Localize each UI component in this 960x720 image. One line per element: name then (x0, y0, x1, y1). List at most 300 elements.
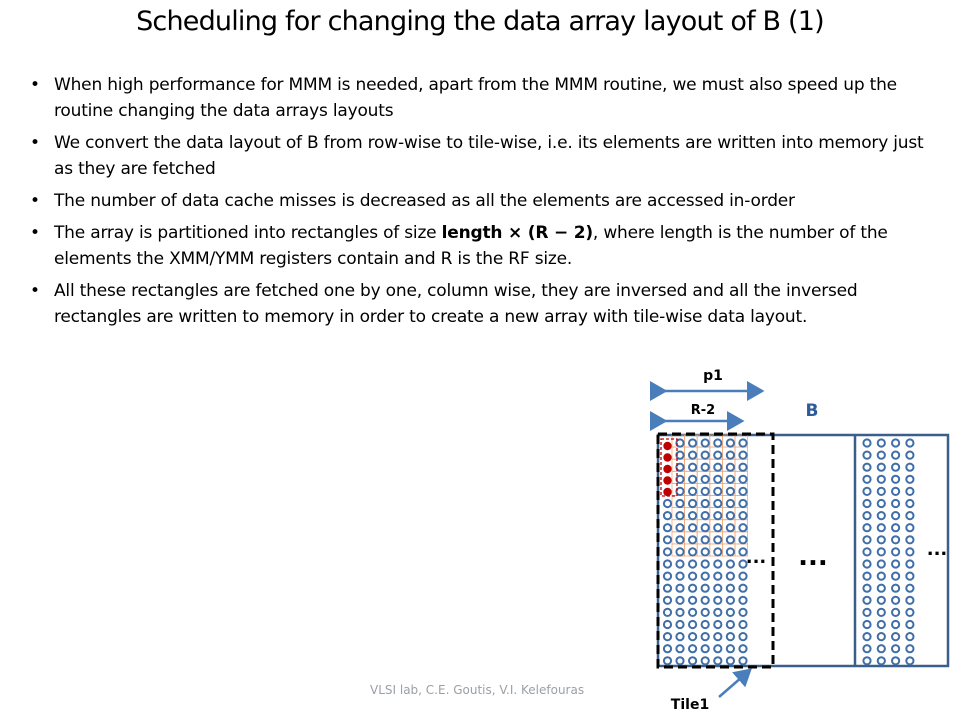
bullet-item (30, 220, 945, 272)
matrix-element (863, 476, 870, 483)
left-column-elements (664, 439, 747, 664)
matrix-element (714, 464, 721, 471)
matrix-element (878, 609, 885, 616)
matrix-element (892, 657, 899, 664)
matrix-element (906, 452, 913, 459)
matrix-element (664, 500, 671, 507)
matrix-element (878, 597, 885, 604)
matrix-element (676, 500, 683, 507)
matrix-element (863, 573, 870, 580)
matrix-element (878, 560, 885, 567)
tile-grid-cell (722, 544, 735, 556)
matrix-element (727, 439, 734, 446)
matrix-element (689, 500, 696, 507)
matrix-element (878, 645, 885, 652)
matrix-element (739, 500, 746, 507)
matrix-element (676, 548, 683, 555)
matrix-element (714, 657, 721, 664)
matrix-element (906, 560, 913, 567)
matrix-element (727, 500, 734, 507)
footer-credit: VLSI lab, C.E. Goutis, V.I. Kelefouras (370, 683, 585, 697)
matrix-element (739, 488, 746, 495)
tile-grid-cell (735, 496, 748, 508)
matrix-element (878, 657, 885, 664)
tile-grid-cell (685, 435, 698, 447)
matrix-element (702, 500, 709, 507)
matrix-element (739, 512, 746, 519)
matrix-element (906, 597, 913, 604)
matrix-element (664, 585, 671, 592)
tile-grid-cell (672, 520, 685, 532)
matrix-element (664, 524, 671, 531)
matrix-element (727, 657, 734, 664)
matrix-element (702, 657, 709, 664)
tile-grid-cell (710, 483, 723, 495)
tile-grid-cell (710, 471, 723, 483)
matrix-element (676, 464, 683, 471)
tile-grid-cell (685, 544, 698, 556)
matrix-element (714, 524, 721, 531)
tile-grid-cell (735, 471, 748, 483)
matrix-element (892, 439, 899, 446)
matrix-element (664, 548, 671, 555)
tile-grid-cell (710, 496, 723, 508)
tile-grid-cell (710, 532, 723, 544)
matrix-element (664, 633, 671, 640)
matrix-element (702, 548, 709, 555)
matrix-element (714, 548, 721, 555)
matrix-element (714, 452, 721, 459)
matrix-element (878, 452, 885, 459)
fetched-rectangle-highlight (661, 439, 677, 496)
matrix-element (892, 488, 899, 495)
tile-grid-cell (710, 544, 723, 556)
matrix-element (689, 452, 696, 459)
matrix-element (664, 645, 671, 652)
tile-grid-cell (722, 459, 735, 471)
matrix-element (664, 573, 671, 580)
matrix-element (702, 597, 709, 604)
tile-grid-cell (722, 508, 735, 520)
matrix-element (714, 621, 721, 628)
tile-grid-cell (722, 471, 735, 483)
matrix-element (727, 597, 734, 604)
tile-grid-cell (685, 532, 698, 544)
tile-grid (672, 435, 748, 556)
matrix-element (906, 512, 913, 519)
bullet-item (30, 130, 945, 182)
matrix-element (702, 645, 709, 652)
bullet-dot-icon: • (30, 223, 40, 243)
matrix-element (863, 512, 870, 519)
matrix-element (892, 621, 899, 628)
matrix-element (878, 548, 885, 555)
matrix-element (676, 452, 683, 459)
matrix-element (906, 476, 913, 483)
matrix-element (727, 609, 734, 616)
matrix-element (664, 560, 671, 567)
matrix-element (727, 621, 734, 628)
matrix-element (863, 621, 870, 628)
matrix-element (892, 476, 899, 483)
bullet-list (30, 72, 945, 336)
matrix-element (727, 548, 734, 555)
bullet-item (30, 188, 945, 214)
tile-grid-cell (697, 435, 710, 447)
matrix-element (727, 524, 734, 531)
bullet-text: The number of data cache misses is decreased as all the elements are accessed in-order (54, 191, 795, 211)
matrix-element (676, 597, 683, 604)
fetched-element-dot (663, 453, 671, 461)
matrix-element (739, 633, 746, 640)
matrix-element (689, 621, 696, 628)
matrix-element (906, 573, 913, 580)
matrix-element (702, 476, 709, 483)
tile1-pointer-arrow (719, 670, 750, 697)
matrix-element (702, 439, 709, 446)
matrix-element (863, 585, 870, 592)
matrix-element (739, 573, 746, 580)
tile-grid-cell (697, 532, 710, 544)
matrix-element (739, 560, 746, 567)
bullet-text: We convert the data layout of B from row-wise to tile-wise, i.e. its elements are written into memory just as they are fetched (54, 133, 924, 179)
matrix-element (892, 500, 899, 507)
matrix-element (664, 657, 671, 664)
matrix-element (727, 645, 734, 652)
matrix-element (676, 645, 683, 652)
tile-grid-cell (722, 520, 735, 532)
bullet-bold-text: length × (R − 2) (441, 223, 593, 243)
matrix-element (892, 573, 899, 580)
matrix-element (714, 609, 721, 616)
matrix-element (702, 609, 709, 616)
matrix-element (739, 452, 746, 459)
matrix-element (689, 464, 696, 471)
tile-grid-cell (672, 483, 685, 495)
matrix-element (739, 609, 746, 616)
matrix-element (676, 657, 683, 664)
tile-grid-cell (697, 483, 710, 495)
matrix-element (689, 657, 696, 664)
matrix-element (906, 621, 913, 628)
matrix-element (892, 452, 899, 459)
tile-grid-cell (722, 483, 735, 495)
matrix-element (739, 645, 746, 652)
matrix-element (689, 548, 696, 555)
matrix-element (676, 488, 683, 495)
matrix-element (863, 548, 870, 555)
matrix-element (676, 439, 683, 446)
tile-grid-cell (685, 520, 698, 532)
matrix-element (714, 536, 721, 543)
tile-grid-cell (710, 447, 723, 459)
matrix-element (676, 536, 683, 543)
matrix-element (739, 585, 746, 592)
matrix-element (714, 512, 721, 519)
matrix-element (702, 621, 709, 628)
tile-grid-cell (697, 508, 710, 520)
bullet-text: The array is partitioned into rectangles of size (54, 223, 442, 243)
tile-grid-cell (685, 459, 698, 471)
matrix-element (892, 524, 899, 531)
matrix-element (727, 573, 734, 580)
matrix-element (702, 452, 709, 459)
fetched-row-elements (663, 442, 671, 496)
matrix-element (702, 633, 709, 640)
matrix-element (906, 524, 913, 531)
matrix-element (714, 560, 721, 567)
tile-grid-cell (672, 459, 685, 471)
tile-grid-cell (735, 483, 748, 495)
matrix-element (906, 464, 913, 471)
matrix-element (739, 439, 746, 446)
bullet-dot-icon: • (30, 133, 40, 153)
matrix-element (878, 476, 885, 483)
matrix-element (892, 597, 899, 604)
matrix-element (727, 536, 734, 543)
tile-grid-cell (735, 544, 748, 556)
matrix-element (906, 645, 913, 652)
matrix-element (906, 500, 913, 507)
tile-grid-cell (672, 496, 685, 508)
matrix-element (714, 585, 721, 592)
matrix-element (863, 452, 870, 459)
bullet-item (30, 278, 945, 330)
matrix-element (878, 536, 885, 543)
tile-grid-cell (722, 435, 735, 447)
matrix-element (727, 560, 734, 567)
tile-grid-cell (735, 532, 748, 544)
tile-grid-cell (697, 471, 710, 483)
tile-grid-cell (685, 483, 698, 495)
matrix-element (727, 512, 734, 519)
matrix-element (863, 500, 870, 507)
matrix-element (664, 621, 671, 628)
matrix-element (714, 488, 721, 495)
matrix-element (863, 657, 870, 664)
tile-grid-cell (672, 532, 685, 544)
matrix-element (714, 476, 721, 483)
matrix-element (878, 512, 885, 519)
tile-grid-cell (735, 435, 748, 447)
matrix-element (689, 597, 696, 604)
matrix-element (739, 524, 746, 531)
matrix-element (676, 633, 683, 640)
matrix-element (727, 476, 734, 483)
matrix-element (863, 439, 870, 446)
matrix-element (878, 633, 885, 640)
matrix-element (689, 560, 696, 567)
matrix-element (878, 573, 885, 580)
matrix-element (878, 500, 885, 507)
matrix-element (863, 536, 870, 543)
matrix-element (714, 573, 721, 580)
matrix-element (906, 633, 913, 640)
tile-grid-cell (697, 496, 710, 508)
bullet-dot-icon: • (30, 75, 40, 95)
matrix-b-label: B (805, 401, 819, 421)
matrix-element (878, 488, 885, 495)
matrix-element (878, 585, 885, 592)
matrix-element (702, 524, 709, 531)
ellipsis-left: ... (745, 547, 767, 568)
fetched-element-dot (663, 488, 671, 496)
tile-grid-cell (685, 447, 698, 459)
matrix-element (676, 512, 683, 519)
matrix-element (892, 633, 899, 640)
matrix-element (739, 548, 746, 555)
matrix-element (689, 512, 696, 519)
tile-grid-cell (672, 447, 685, 459)
matrix-element (689, 573, 696, 580)
matrix-element (702, 585, 709, 592)
matrix-element (906, 548, 913, 555)
matrix-element (863, 488, 870, 495)
matrix-element (863, 524, 870, 531)
tile-grid-cell (672, 471, 685, 483)
matrix-element (702, 512, 709, 519)
matrix-element (689, 585, 696, 592)
matrix-element (739, 597, 746, 604)
matrix-element (906, 439, 913, 446)
matrix-element (689, 488, 696, 495)
matrix-element (714, 500, 721, 507)
matrix-element (878, 621, 885, 628)
tile-grid-cell (672, 508, 685, 520)
matrix-element (906, 488, 913, 495)
tile-grid-cell (672, 544, 685, 556)
bullet-item (30, 72, 945, 124)
matrix-element (714, 439, 721, 446)
matrix-element (689, 524, 696, 531)
tile1-boundary (658, 434, 773, 667)
ellipsis-right: ... (926, 539, 948, 560)
tile-grid-cell (685, 471, 698, 483)
matrix-element (714, 645, 721, 652)
tile-grid-cell (697, 447, 710, 459)
matrix-element (878, 464, 885, 471)
matrix-element (727, 464, 734, 471)
matrix-element (714, 597, 721, 604)
tile-grid-cell (722, 447, 735, 459)
matrix-element (863, 597, 870, 604)
matrix-element (892, 512, 899, 519)
matrix-b-border (658, 435, 948, 666)
matrix-element (676, 609, 683, 616)
matrix-element (727, 585, 734, 592)
tile-grid-cell (697, 520, 710, 532)
matrix-element (702, 560, 709, 567)
matrix-element (676, 585, 683, 592)
r2-label: R-2 (690, 403, 716, 418)
bullet-text: All these rectangles are fetched one by one, column wise, they are inversed and all the inversed rectangles are written to memory in order to create a new array with tile-wise data layout. (54, 281, 858, 327)
tile-grid-cell (710, 459, 723, 471)
bullet-dot-icon: • (30, 281, 40, 301)
matrix-element (689, 476, 696, 483)
fetched-element-dot (663, 442, 671, 450)
tile-grid-cell (735, 459, 748, 471)
tile-grid-cell (685, 508, 698, 520)
matrix-element (892, 464, 899, 471)
matrix-element (892, 560, 899, 567)
matrix-element (892, 536, 899, 543)
matrix-element (739, 536, 746, 543)
matrix-element (714, 633, 721, 640)
matrix-element (906, 585, 913, 592)
matrix-element (863, 609, 870, 616)
matrix-element (863, 633, 870, 640)
right-column-elements (863, 439, 913, 664)
matrix-element (878, 524, 885, 531)
matrix-element (676, 621, 683, 628)
tile-grid-cell (735, 447, 748, 459)
matrix-element (676, 524, 683, 531)
bullet-text: When high performance for MMM is needed, apart from the MMM routine, we must also speed up the routine changing the data arrays layouts (54, 75, 897, 121)
tile-grid-cell (672, 435, 685, 447)
tile-grid-cell (710, 520, 723, 532)
matrix-element (702, 536, 709, 543)
matrix-element (863, 464, 870, 471)
fetched-element-dot (663, 476, 671, 484)
tile-grid-cell (722, 496, 735, 508)
bullet-dot-icon: • (30, 191, 40, 211)
tile-grid-cell (710, 435, 723, 447)
tile-grid-cell (710, 508, 723, 520)
matrix-element (906, 657, 913, 664)
matrix-element (664, 597, 671, 604)
matrix-element (689, 633, 696, 640)
matrix-element (702, 573, 709, 580)
matrix-element (664, 536, 671, 543)
matrix-element (878, 439, 885, 446)
p1-label: p1 (703, 368, 723, 384)
matrix-element (892, 609, 899, 616)
matrix-element (689, 609, 696, 616)
tile-grid-cell (697, 459, 710, 471)
tile-grid-cell (685, 496, 698, 508)
matrix-element (727, 633, 734, 640)
matrix-element (676, 573, 683, 580)
matrix-element (689, 645, 696, 652)
slide-title: Scheduling for changing the data array layout of B (1) (136, 6, 824, 37)
tile-grid-cell (735, 508, 748, 520)
matrix-element (863, 560, 870, 567)
matrix-element (739, 657, 746, 664)
matrix-element (689, 536, 696, 543)
tile-grid-cell (722, 532, 735, 544)
tile1-label: Tile1 (670, 697, 710, 713)
matrix-element (739, 476, 746, 483)
matrix-element (676, 560, 683, 567)
matrix-element (664, 609, 671, 616)
matrix-element (892, 585, 899, 592)
matrix-element (739, 621, 746, 628)
fetched-element-dot (663, 465, 671, 473)
matrix-element (664, 512, 671, 519)
bullet-text: , where length is the number of the elements the XMM/YMM registers contain and R is the RF size. (54, 223, 888, 269)
matrix-element (906, 609, 913, 616)
matrix-element (906, 536, 913, 543)
matrix-element (739, 464, 746, 471)
matrix-element (727, 452, 734, 459)
matrix-element (863, 645, 870, 652)
matrix-element (727, 488, 734, 495)
ellipsis-middle: ... (798, 542, 828, 572)
matrix-element (689, 439, 696, 446)
matrix-element (892, 548, 899, 555)
matrix-element (702, 488, 709, 495)
matrix-element (892, 645, 899, 652)
